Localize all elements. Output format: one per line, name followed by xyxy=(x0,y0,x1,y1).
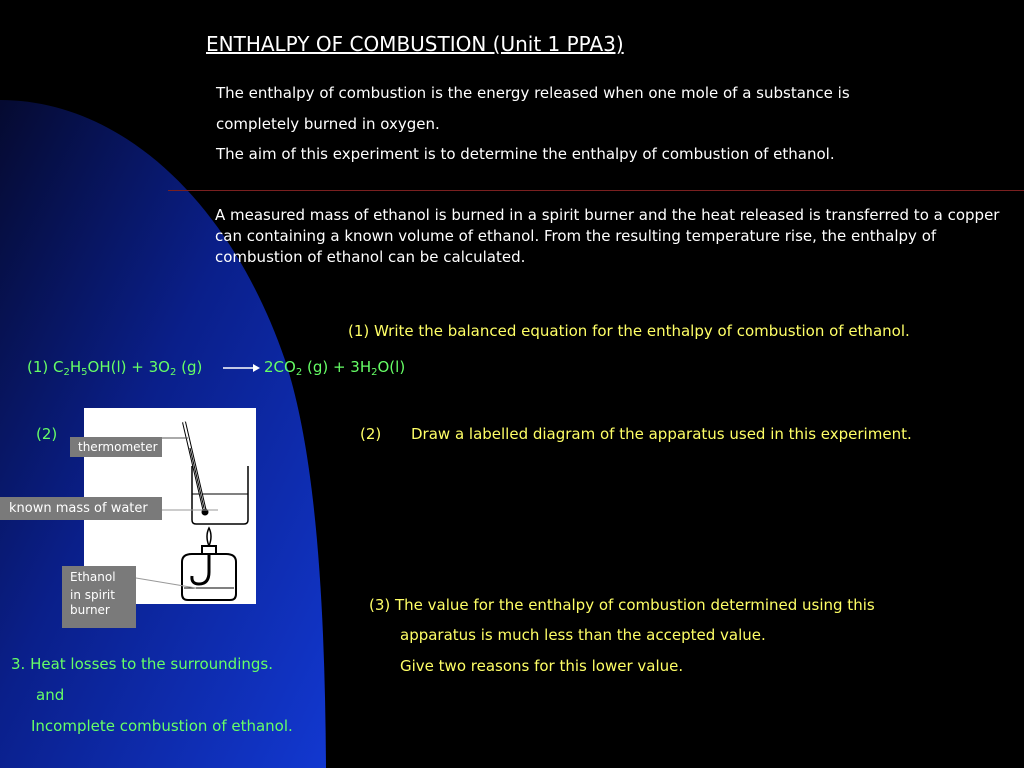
eq-g: (g) xyxy=(176,358,203,376)
eq-sub: 2 xyxy=(63,367,70,378)
question-3-line-3: Give two reasons for this lower value. xyxy=(400,657,684,675)
answer-2-number: (2) xyxy=(36,425,58,443)
question-2-number: (2) xyxy=(360,425,382,443)
intro-line-1: The enthalpy of combustion is the energy released when one mole of a substance is xyxy=(216,84,850,102)
ethanol-burner-label xyxy=(62,566,136,628)
water-label: known mass of water xyxy=(0,497,162,520)
question-2: Draw a labelled diagram of the apparatus used in this experiment. xyxy=(411,425,912,443)
question-1: (1) Write the balanced equation for the enthalpy of combustion of ethanol. xyxy=(348,322,910,340)
eq-co: 2CO xyxy=(264,358,296,376)
eq-prefix: (1) C xyxy=(27,358,64,376)
question-3-line-2: apparatus is much less than the accepted value. xyxy=(400,626,766,644)
eq-sub: 2 xyxy=(169,367,177,378)
eq-h: H xyxy=(69,358,82,376)
equation xyxy=(27,358,202,376)
ethanol-label-line-1: Ethanol xyxy=(70,570,116,584)
answer-3-line-2: and xyxy=(36,686,65,704)
answer-3-line-1: 3. Heat losses to the surroundings. xyxy=(11,655,273,673)
intro-line-2: completely burned in oxygen. xyxy=(216,115,440,133)
eq-sub: 5 xyxy=(81,367,88,378)
eq-sub: 2 xyxy=(295,367,303,378)
ethanol-label-line-3: burner xyxy=(70,603,110,617)
thermometer-label: thermometer xyxy=(70,437,162,457)
page-title: ENTHALPY OF COMBUSTION (Unit 1 PPA3) xyxy=(206,32,624,56)
ethanol-label-line-2: in spirit xyxy=(70,588,115,602)
eq-oh: OH(l) + 3O xyxy=(87,358,170,376)
eq-end: O(l) xyxy=(377,358,406,376)
equation-products xyxy=(264,358,405,376)
intro-line-3: The aim of this experiment is to determine the enthalpy of combustion of ethanol. xyxy=(216,145,835,163)
question-3-line-1: (3) The value for the enthalpy of combustion determined using this xyxy=(369,596,875,614)
reaction-arrow-icon xyxy=(221,360,261,376)
divider xyxy=(168,190,1024,191)
eq-g2: (g) + 3H xyxy=(302,358,372,376)
method-paragraph: A measured mass of ethanol is burned in a spirit burner and the heat released is transferred to a copper can containing a known volume of ethanol. From the resulting temperature rise, the enthalpy of combustion of ethanol can be calculated. xyxy=(215,206,1000,266)
eq-sub: 2 xyxy=(371,367,378,378)
answer-3-line-3: Incomplete combustion of ethanol. xyxy=(31,717,293,735)
